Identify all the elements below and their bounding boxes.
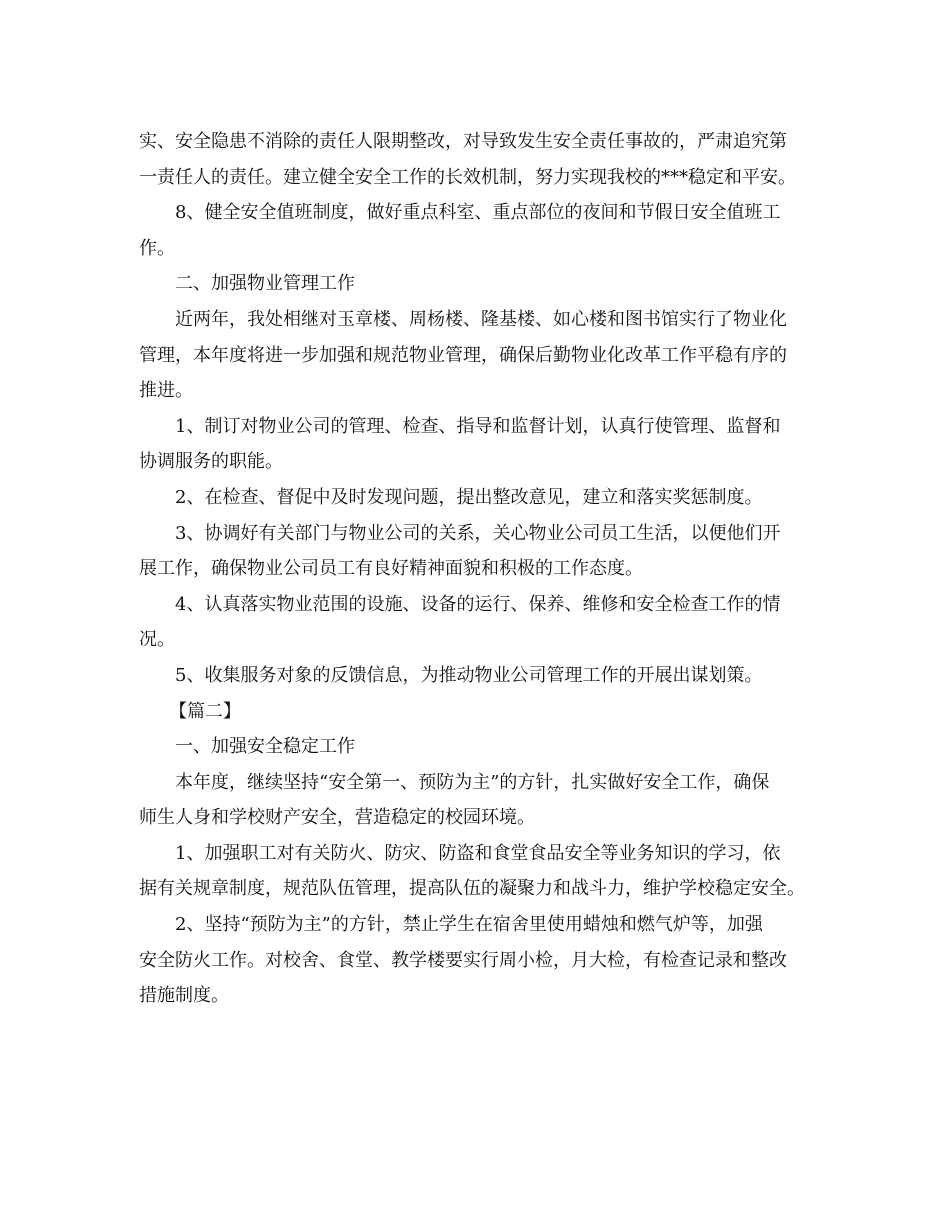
list-item: 2、坚持“预防为主”的方针，禁止学生在宿舍里使用蜡烛和燃气炉等，加强 [175,914,763,936]
text-line: 况。 [139,629,175,651]
list-item: 8、健全安全值班制度，做好重点科室、重点部位的夜间和节假日安全值班工 [175,202,781,224]
list-item: 5、收集服务对象的反馈信息，为推动物业公司管理工作的开展出谋划策。 [175,664,763,686]
list-item: 2、在检查、督促中及时发现问题，提出整改意见，建立和落实奖惩制度。 [175,486,763,508]
list-item: 4、认真落实物业范围的设施、设备的运行、保养、维修和安全检查工作的情 [175,593,781,615]
section-heading: 二、加强物业管理工作 [175,273,355,295]
part-heading: 【篇二】 [169,700,241,722]
text-line: 本年度，继续坚持“安全第一、预防为主”的方针，扎实做好安全工作，确保 [175,771,770,793]
text-line: 措施制度。 [139,985,229,1007]
document-body [139,124,819,1014]
list-item: 1、制订对物业公司的管理、检查、指导和监督计划，认真行使管理、监督和 [175,415,781,437]
text-line: 实、安全隐患不消除的责任人限期整改，对导致发生安全责任事故的，严肃追究第 [139,131,787,152]
text-line: 展工作，确保物业公司员工有良好精神面貌和积极的工作态度。 [139,558,643,580]
text-line: 推进。 [139,380,193,402]
text-line: 近两年，我处相继对玉章楼、周杨楼、隆基楼、如心楼和图书馆实行了物业化 [175,308,787,330]
text-line: 作。 [139,237,175,259]
text-line: 一责任人的责任。建立健全安全工作的长效机制，努力实现我校的***稳定和平安。 [139,166,796,188]
text-line: 师生人身和学校财产安全，营造稳定的校园环境。 [139,807,535,829]
text-line: 管理，本年度将进一步加强和规范物业管理，确保后勤物业化改革工作平稳有序的 [139,344,787,366]
text-line: 协调服务的职能。 [139,451,283,473]
list-item: 1、加强职工对有关防火、防灾、防盗和食堂食品安全等业务知识的学习，依 [175,842,781,864]
section-heading: 一、加强安全稳定工作 [175,736,355,758]
list-item: 3、协调好有关部门与物业公司的关系，关心物业公司员工生活，以便他们开 [175,522,781,544]
text-line: 安全防火工作。对校舍、食堂、教学楼要实行周小检，月大检，有检查记录和整改 [139,949,787,971]
text-line: 据有关规章制度，规范队伍管理，提高队伍的凝聚力和战斗力，维护学校稳定安全。 [139,878,805,900]
